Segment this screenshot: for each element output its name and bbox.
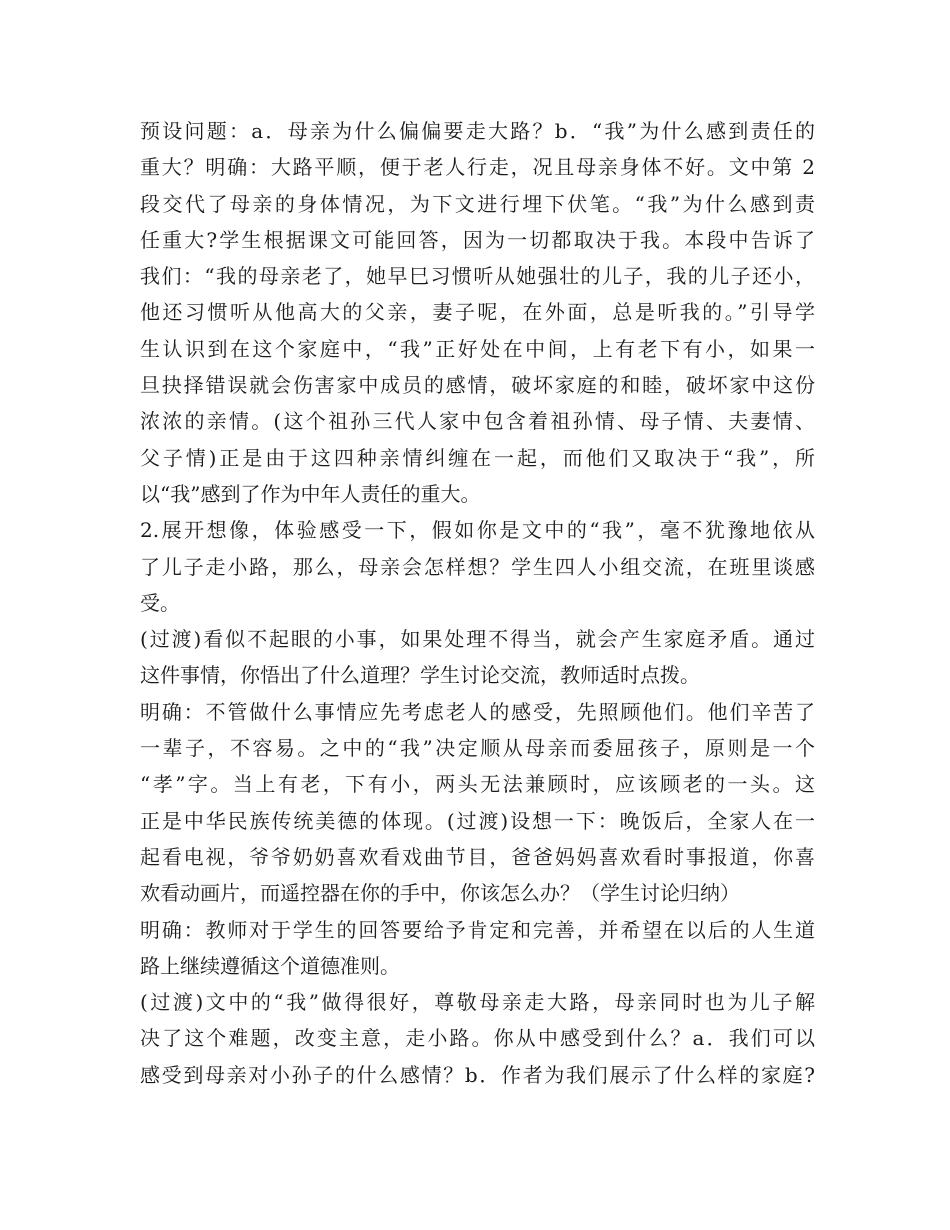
text-line: 浓浓的亲情。(这个祖孙三代人家中包含着祖孙情、母子情、夫妻情、	[140, 409, 815, 434]
text-line: 2.展开想像，体验感受一下，假如你是文中的“我”，毫不犹豫地依从	[140, 518, 815, 543]
text-line: (过渡)文中的“我”做得很好，尊敬母亲走大路，母亲同时也为儿子解	[140, 990, 815, 1015]
document-body	[140, 113, 815, 1093]
text-line: 任重大?学生根据课文可能回答，因为一切都取决于我。本段中告诉了	[140, 227, 815, 252]
text-line: 父子情)正是由于这四种亲情纠缠在一起，而他们又取决于“我”，所	[140, 445, 815, 470]
text-line: 这件事情，你悟出了什么道理？学生讨论交流，教师适时点拨。	[140, 663, 700, 688]
text-line: 感受到母亲对小孙子的什么感情？b．作者为我们展示了什么样的家庭?	[140, 1062, 815, 1087]
text-line: 生认识到在这个家庭中，“我”正好处在中间，上有老下有小，如果一	[140, 336, 815, 361]
text-line: 决了这个难题，改变主意，走小路。你从中感受到什么？a．我们可以	[140, 1026, 815, 1051]
text-line: 段交代了母亲的身体情况，为下文进行埋下伏笔。“我”为什么感到责	[140, 191, 815, 216]
text-line: 旦抉择错误就会伤害家中成员的感情，破坏家庭的和睦，破坏家中这份	[140, 373, 815, 398]
text-line: 以“我”感到了作为中年人责任的重大。	[140, 481, 481, 506]
text-line: 明确：不管做什么事情应先考虑老人的感受，先照顾他们。他们辛苦了	[140, 699, 815, 724]
text-line: (过渡)看似不起眼的小事，如果处理不得当，就会产生家庭矛盾。通过	[140, 627, 815, 652]
text-line: 明确：教师对于学生的回答要给予肯定和完善，并希望在以后的人生道	[140, 917, 815, 942]
text-line: 起看电视，爷爷奶奶喜欢看戏曲节目，爸爸妈妈喜欢看时事报道，你喜	[140, 844, 815, 869]
text-line: 了儿子走小路，那么，母亲会怎样想？学生四人小组交流，在班里谈感	[140, 554, 815, 579]
text-line: 预设问题：a．母亲为什么偏偏要走大路？b．“我”为什么感到责任的	[140, 119, 815, 143]
text-line: “孝”字。当上有老，下有小，两头无法兼顾时，应该顾老的一头。这	[140, 772, 815, 797]
text-line: 正是中华民族传统美德的体现。(过渡)设想一下：晚饭后，全家人在一	[140, 808, 815, 833]
text-line: 路上继续遵循这个道德准则。	[140, 953, 400, 978]
text-line: 受。	[140, 590, 180, 615]
text-line: 欢看动画片，而遥控器在你的手中，你该怎么办？（学生讨论归纳）	[140, 881, 740, 906]
text-line: 重大？明确：大路平顺，便于老人行走，况且母亲身体不好。文中第 2	[140, 155, 815, 180]
text-line: 我们：“我的母亲老了，她早巳习惯听从她强壮的儿子，我的儿子还小，	[140, 264, 815, 289]
text-line: 他还习惯听从他高大的父亲，妻子呢，在外面，总是听我的。”引导学	[140, 300, 815, 325]
text-line: 一辈子，不容易。之中的“我”决定顺从母亲而委屈孩子，原则是一个	[140, 736, 815, 761]
